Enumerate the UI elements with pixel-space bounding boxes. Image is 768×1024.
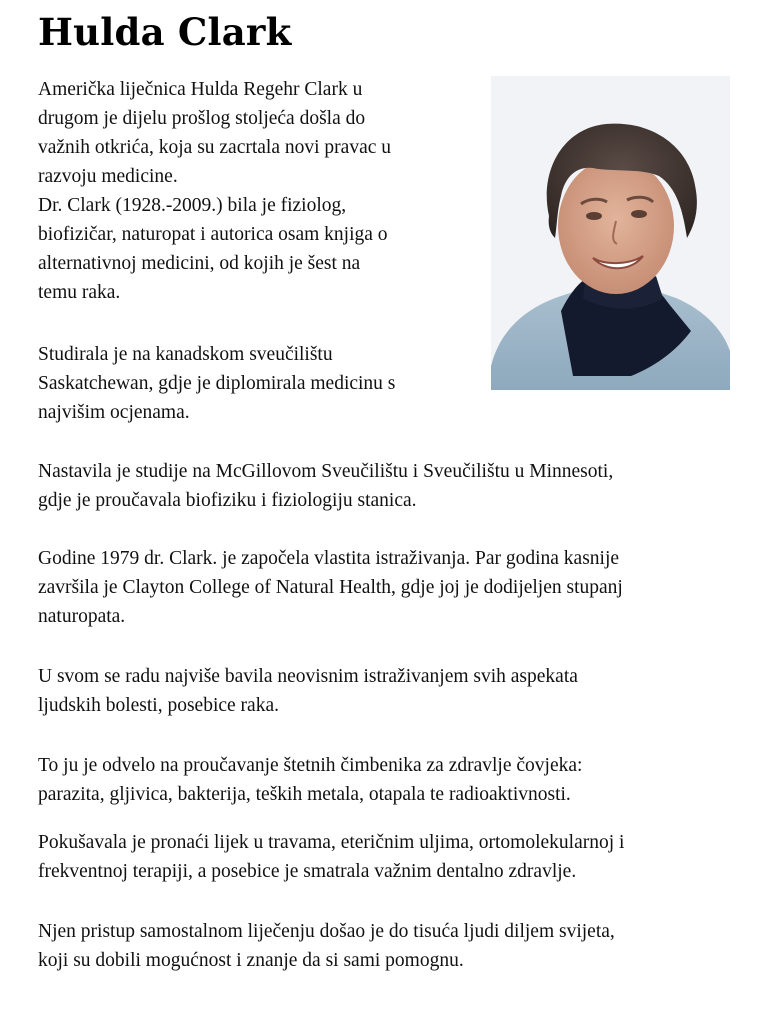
text-line: Dr. Clark (1928.-2009.) bila je fiziolog, xyxy=(38,195,347,216)
text-line: završila je Clayton College of Natural Health, gdje joj je dodijeljen stupanj xyxy=(38,577,623,598)
text-line: najvišim ocjenama. xyxy=(38,402,190,423)
text-line: ljudskih bolesti, posebice raka. xyxy=(38,695,279,716)
text-line: drugom je dijelu prošlog stoljeća došla do xyxy=(38,108,366,129)
text-line: Saskatchewan, gdje je diplomirala medicinu s xyxy=(38,373,396,394)
education-paragraph xyxy=(38,340,478,427)
text-line: Godine 1979 dr. Clark. je započela vlastita istraživanja. Par godina kasnije xyxy=(38,548,620,569)
impact-paragraph xyxy=(38,917,738,975)
text-line: Nastavila je studije na McGillovom Sveučilištu i Sveučilištu u Minnesoti, xyxy=(38,461,614,482)
text-line: razvoju medicine. xyxy=(38,166,178,187)
text-line: temu raka. xyxy=(38,282,121,303)
factors-paragraph xyxy=(38,751,738,809)
portrait-image xyxy=(491,76,730,390)
text-line: naturopata. xyxy=(38,606,126,627)
text-line: koji su dobili mogućnost i znanje da si sami pomognu. xyxy=(38,950,464,971)
text-line: Studirala je na kanadskom sveučilištu xyxy=(38,344,333,365)
text-line: Njen pristup samostalnom liječenju došao je do tisuća ljudi diljem svijeta, xyxy=(38,921,615,942)
text-line: važnih otkrića, koja su zacrtala novi pravac u xyxy=(38,137,392,158)
text-line: Američka liječnica Hulda Regehr Clark u xyxy=(38,79,363,100)
text-line: biofizičar, naturopat i autorica osam knjiga o xyxy=(38,224,388,245)
therapy-paragraph xyxy=(38,828,748,886)
studies-paragraph xyxy=(38,457,738,515)
page-title: Hulda Clark xyxy=(38,10,292,54)
work-paragraph xyxy=(38,662,738,720)
text-line: frekventnoj terapiji, a posebice je smatrala važnim dentalno zdravlje. xyxy=(38,861,577,882)
intro-paragraph xyxy=(38,75,478,307)
text-line: To ju je odvelo na proučavanje štetnih čimbenika za zdravlje čovjeka: xyxy=(38,755,583,776)
text-line: parazita, gljivica, bakterija, teških metala, otapala te radioaktivnosti. xyxy=(38,784,571,805)
portrait-photo xyxy=(491,76,730,390)
research-paragraph xyxy=(38,544,738,631)
text-line: gdje je proučavala biofiziku i fiziologiju stanica. xyxy=(38,490,417,511)
text-line: U svom se radu najviše bavila neovisnim istraživanjem svih aspekata xyxy=(38,666,578,687)
text-line: Pokušavala je pronaći lijek u travama, eteričnim uljima, ortomolekularnoj i xyxy=(38,832,625,853)
text-line: alternativnoj medicini, od kojih je šest na xyxy=(38,253,361,274)
